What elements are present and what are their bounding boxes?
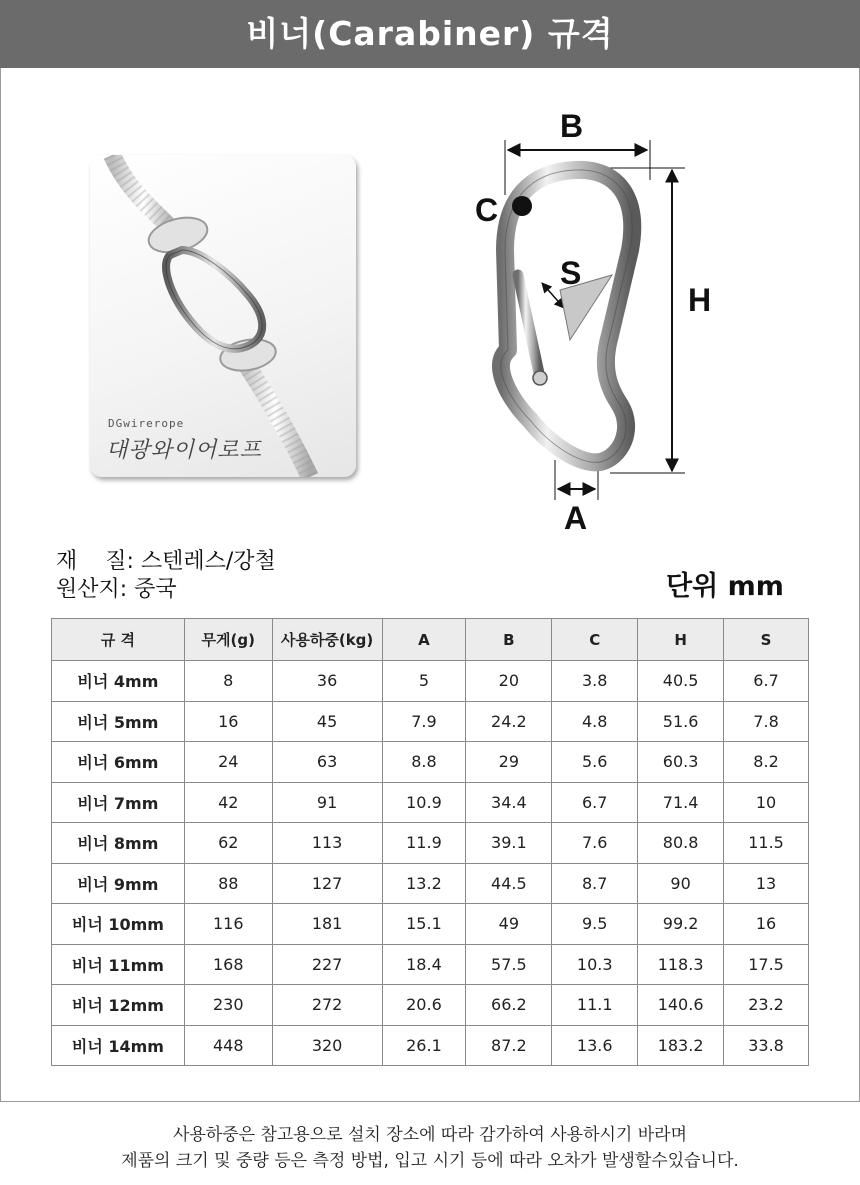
cell-s: 7.8 [724, 701, 809, 742]
cell-a: 26.1 [382, 1025, 466, 1066]
table-row [52, 782, 809, 823]
cell-c: 5.6 [552, 742, 638, 783]
cell-weight: 8 [184, 661, 272, 702]
cell-c: 13.6 [552, 1025, 638, 1066]
cell-h: 90 [638, 863, 724, 904]
cell-h: 60.3 [638, 742, 724, 783]
cell-load: 127 [272, 863, 382, 904]
cell-spec: 비너 11mm [52, 944, 185, 985]
header-a: A [382, 619, 466, 661]
cell-spec: 비너 6mm [52, 742, 185, 783]
cell-a: 13.2 [382, 863, 466, 904]
header-s: S [724, 619, 809, 661]
cell-c: 4.8 [552, 701, 638, 742]
spec-table [51, 618, 809, 1066]
note-line-2: 제품의 크기 및 중량 등은 측정 방법, 입고 시기 등에 따라 오차가 발생할수있습니다. [121, 1151, 739, 1171]
cell-load: 63 [272, 742, 382, 783]
cell-b: 87.2 [466, 1025, 552, 1066]
brand-english: DGwirerope [108, 417, 185, 430]
cell-c: 3.8 [552, 661, 638, 702]
cell-c: 11.1 [552, 985, 638, 1026]
cell-h: 51.6 [638, 701, 724, 742]
cell-weight: 230 [184, 985, 272, 1026]
cell-b: 34.4 [466, 782, 552, 823]
cell-spec: 비너 5mm [52, 701, 185, 742]
header-c: C [552, 619, 638, 661]
cell-c: 8.7 [552, 863, 638, 904]
cell-b: 49 [466, 904, 552, 945]
cell-weight: 24 [184, 742, 272, 783]
dimension-label-b: B [560, 108, 584, 144]
table-row [52, 904, 809, 945]
cell-b: 20 [466, 661, 552, 702]
cell-a: 20.6 [382, 985, 466, 1026]
cell-spec: 비너 9mm [52, 863, 185, 904]
cell-h: 99.2 [638, 904, 724, 945]
cell-spec: 비너 12mm [52, 985, 185, 1026]
cell-h: 80.8 [638, 823, 724, 864]
cell-c: 9.5 [552, 904, 638, 945]
cell-weight: 168 [184, 944, 272, 985]
cell-s: 8.2 [724, 742, 809, 783]
cell-load: 227 [272, 944, 382, 985]
product-photo [90, 155, 356, 477]
cell-a: 8.8 [382, 742, 466, 783]
cell-s: 11.5 [724, 823, 809, 864]
cell-load: 181 [272, 904, 382, 945]
header-h: H [638, 619, 724, 661]
header-spec: 규 격 [52, 619, 185, 661]
cell-b: 39.1 [466, 823, 552, 864]
cell-spec: 비너 7mm [52, 782, 185, 823]
cell-h: 40.5 [638, 661, 724, 702]
note-line-1: 사용하중은 참고용으로 설치 장소에 따라 감가하여 사용하시기 바라며 [172, 1125, 688, 1145]
table-row [52, 661, 809, 702]
cell-h: 183.2 [638, 1025, 724, 1066]
cell-weight: 448 [184, 1025, 272, 1066]
dimension-diagram [460, 100, 760, 540]
cell-spec: 비너 14mm [52, 1025, 185, 1066]
cell-a: 18.4 [382, 944, 466, 985]
cell-b: 24.2 [466, 701, 552, 742]
dimension-label-s: S [560, 255, 582, 291]
page-title: 비너(Carabiner) 규격 [0, 0, 860, 68]
cell-s: 33.8 [724, 1025, 809, 1066]
cell-a: 10.9 [382, 782, 466, 823]
cell-b: 66.2 [466, 985, 552, 1026]
cell-s: 17.5 [724, 944, 809, 985]
cell-s: 6.7 [724, 661, 809, 702]
brand-korean: 대광와이어로프 [106, 438, 262, 463]
table-row [52, 863, 809, 904]
cell-a: 7.9 [382, 701, 466, 742]
dimension-label-h: H [688, 282, 712, 318]
cell-s: 23.2 [724, 985, 809, 1026]
origin-line: 원산지: 중국 [56, 577, 177, 602]
cell-spec: 비너 4mm [52, 661, 185, 702]
table-row [52, 1025, 809, 1066]
cell-weight: 42 [184, 782, 272, 823]
table-row [52, 944, 809, 985]
table-row [52, 823, 809, 864]
cell-load: 36 [272, 661, 382, 702]
cell-weight: 62 [184, 823, 272, 864]
material-line: 재 질: 스텐레스/강철 [56, 549, 276, 574]
cell-load: 45 [272, 701, 382, 742]
cell-s: 10 [724, 782, 809, 823]
header-b: B [466, 619, 552, 661]
unit-label: 단위 mm [666, 571, 784, 602]
table-row [52, 701, 809, 742]
cell-weight: 116 [184, 904, 272, 945]
cell-load: 113 [272, 823, 382, 864]
table-row [52, 742, 809, 783]
cell-h: 118.3 [638, 944, 724, 985]
cell-a: 5 [382, 661, 466, 702]
cell-h: 71.4 [638, 782, 724, 823]
cell-c: 6.7 [552, 782, 638, 823]
cell-h: 140.6 [638, 985, 724, 1026]
cell-s: 16 [724, 904, 809, 945]
header-load: 사용하중(kg) [272, 619, 382, 661]
cell-b: 44.5 [466, 863, 552, 904]
cell-b: 29 [466, 742, 552, 783]
header-weight: 무게(g) [184, 619, 272, 661]
dimension-label-a: A [564, 500, 588, 536]
cell-c: 7.6 [552, 823, 638, 864]
cell-a: 15.1 [382, 904, 466, 945]
cell-load: 91 [272, 782, 382, 823]
cell-a: 11.9 [382, 823, 466, 864]
cell-b: 57.5 [466, 944, 552, 985]
table-header-row [52, 619, 809, 661]
cell-weight: 16 [184, 701, 272, 742]
table-row [52, 985, 809, 1026]
cell-c: 10.3 [552, 944, 638, 985]
carabiner-drawing [460, 100, 760, 540]
cell-weight: 88 [184, 863, 272, 904]
dimension-label-c: C [475, 192, 499, 228]
cell-load: 320 [272, 1025, 382, 1066]
cell-spec: 비너 10mm [52, 904, 185, 945]
cell-s: 13 [724, 863, 809, 904]
cell-load: 272 [272, 985, 382, 1026]
cell-spec: 비너 8mm [52, 823, 185, 864]
